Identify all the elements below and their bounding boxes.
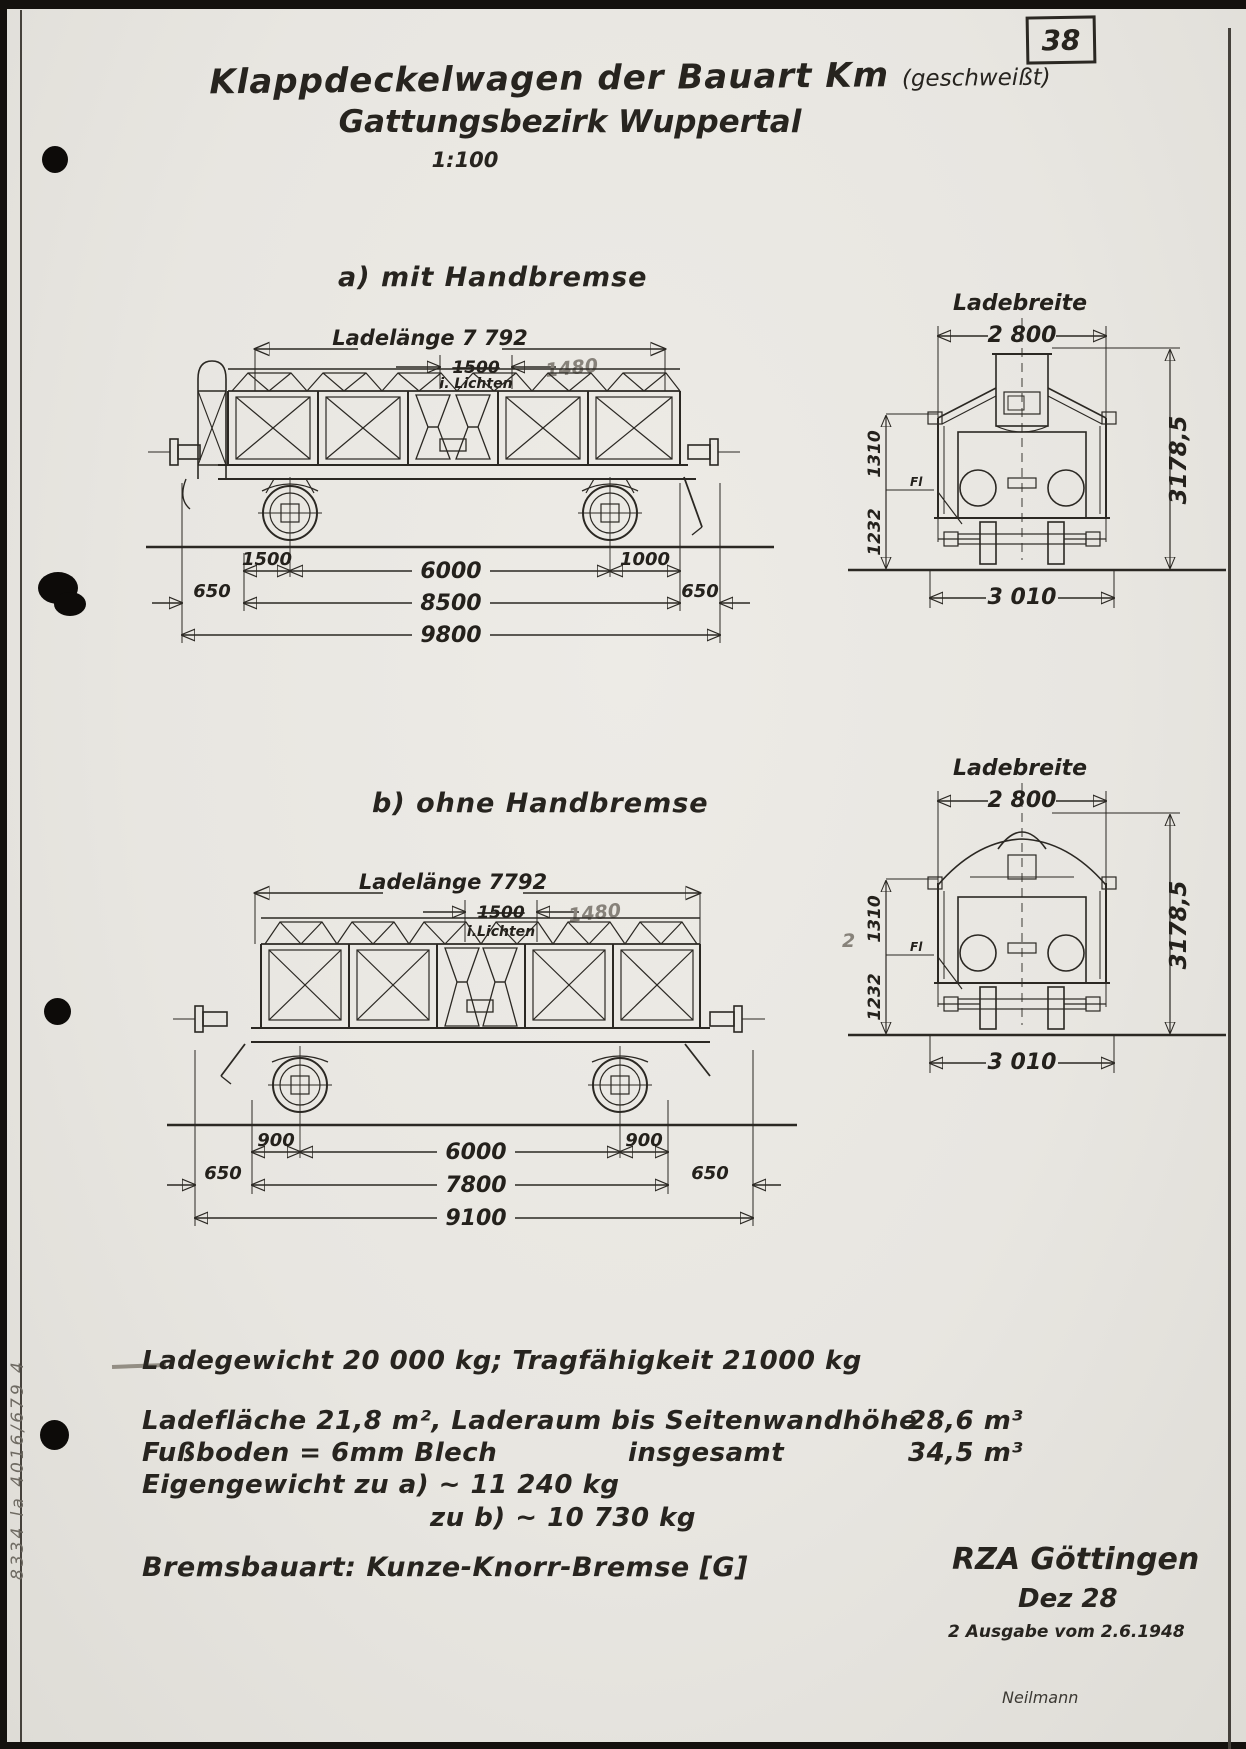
dim-lichten-a: i. Lichten bbox=[439, 376, 513, 392]
footer-date: Dez 28 bbox=[1018, 1584, 1118, 1614]
margin-registry-note: 8334 la 4016/679 4 bbox=[8, 1359, 28, 1580]
footer-office: RZA Göttingen bbox=[952, 1542, 1200, 1577]
svg-text:6000: 6000 bbox=[420, 559, 482, 584]
svg-text:7800: 7800 bbox=[445, 1173, 507, 1198]
right-dim-a bbox=[1052, 348, 1192, 568]
x-braces-a bbox=[236, 397, 672, 459]
svg-text:1500: 1500 bbox=[241, 549, 293, 570]
spec-brake: Bremsbauart: Kunze-Knorr-Bremse [G] bbox=[142, 1552, 748, 1583]
footer-edition: 2 Ausgabe vom 2.6.1948 bbox=[948, 1622, 1185, 1642]
spec-weight-b: zu b) ~ 10 730 kg bbox=[430, 1503, 697, 1533]
dim-row1-b bbox=[252, 1130, 668, 1165]
end-view-a-drawing bbox=[830, 292, 1230, 632]
svg-text:9800: 9800 bbox=[420, 623, 482, 648]
dim-width-b: 2 800 bbox=[987, 788, 1057, 813]
dim-old-width-b: 1500 bbox=[477, 903, 525, 923]
page-title: Klappdeckelwagen der Bauart Km (geschweißt) bbox=[209, 55, 1051, 103]
dim-row3-a bbox=[182, 623, 720, 648]
ladebreite-label-a: Ladebreite bbox=[952, 291, 1088, 316]
dim-row3-b bbox=[195, 1206, 753, 1231]
dim-ladelaenge-a: Ladelänge 7 792 bbox=[332, 326, 528, 350]
handbrake-tower-a bbox=[198, 361, 226, 479]
section-b-label: b) ohne Handbremse bbox=[372, 788, 709, 819]
end-body-b bbox=[934, 783, 1110, 1025]
end-body-a bbox=[934, 318, 1110, 560]
drawing-scale: 1:100 bbox=[431, 148, 499, 172]
end-view-b-drawing bbox=[830, 757, 1230, 1097]
svg-text:1000: 1000 bbox=[619, 549, 671, 570]
svg-text:Fl: Fl bbox=[910, 475, 923, 489]
svg-text:3178,5: 3178,5 bbox=[1166, 415, 1192, 505]
side-view-b-drawing bbox=[165, 860, 805, 1260]
svg-text:650: 650 bbox=[204, 1163, 242, 1184]
scan-edge-top bbox=[0, 0, 1246, 9]
dim-ladelaenge-b: Ladelänge 7792 bbox=[358, 870, 548, 894]
scan-edge-bottom bbox=[0, 1742, 1246, 1749]
punch-hole bbox=[54, 592, 86, 616]
page-subtitle: Gattungsbezirk Wuppertal bbox=[338, 104, 802, 140]
svg-text:9100: 9100 bbox=[445, 1206, 507, 1231]
track-dim-a bbox=[930, 570, 1114, 610]
svg-text:1310: 1310 bbox=[865, 430, 885, 478]
spec-total-value: 34,5 m³ bbox=[908, 1438, 1024, 1468]
punch-hole bbox=[40, 1420, 69, 1450]
spec-floor-area-value: 28,6 m³ bbox=[908, 1406, 1024, 1436]
dim-lichten-b: i.Lichten bbox=[466, 924, 536, 940]
dim-new-width-a: 1480 bbox=[544, 354, 600, 382]
left-dims-a bbox=[865, 414, 938, 568]
title-block bbox=[200, 55, 1060, 172]
svg-text:8500: 8500 bbox=[420, 591, 482, 616]
spec-weight-a: Eigengewicht zu a) ~ 11 240 kg bbox=[142, 1470, 620, 1500]
svg-text:Fl: Fl bbox=[910, 940, 923, 954]
svg-text:6000: 6000 bbox=[445, 1140, 507, 1165]
right-dim-b bbox=[1052, 813, 1192, 1033]
svg-text:3 010: 3 010 bbox=[987, 1050, 1057, 1075]
svg-text:650: 650 bbox=[193, 581, 231, 602]
spec-floor-area: Ladefläche 21,8 m², Laderaum bis Seitenwandhöhe bbox=[142, 1406, 918, 1436]
left-dims-b bbox=[842, 879, 938, 1033]
scan-edge-left bbox=[0, 0, 7, 1749]
svg-text:650: 650 bbox=[691, 1163, 729, 1184]
door-panel-b bbox=[445, 948, 517, 1026]
side-view-a-drawing bbox=[140, 325, 780, 675]
svg-text:3178,5: 3178,5 bbox=[1166, 880, 1192, 970]
body-posts-b bbox=[261, 944, 700, 1028]
ladebreite-label-b: Ladebreite bbox=[952, 756, 1088, 781]
svg-text:1232: 1232 bbox=[865, 973, 885, 1021]
dim-row2-b bbox=[167, 1163, 781, 1198]
body-posts-a bbox=[228, 391, 680, 465]
x-braces-b bbox=[269, 950, 693, 1020]
svg-text:1232: 1232 bbox=[865, 508, 885, 556]
dim-old-width-a: 1500 bbox=[452, 358, 500, 378]
door-panel-a bbox=[416, 395, 490, 459]
svg-text:3 010: 3 010 bbox=[987, 585, 1057, 610]
spec-total-label: insgesamt bbox=[628, 1438, 785, 1468]
punch-hole bbox=[44, 998, 71, 1025]
svg-text:650: 650 bbox=[681, 581, 719, 602]
section-a-label: a) mit Handbremse bbox=[338, 262, 648, 293]
signature: Neilmann bbox=[1002, 1688, 1079, 1707]
spec-floor: Fußboden = 6mm Blech bbox=[142, 1438, 498, 1468]
svg-text:1310: 1310 bbox=[865, 895, 885, 943]
dim-row2-a bbox=[152, 581, 750, 616]
pencil-mark-2: 2 bbox=[842, 930, 856, 952]
track-dim-b bbox=[930, 1035, 1114, 1075]
dim-row1-a bbox=[242, 549, 680, 584]
title-suffix: (geschweißt) bbox=[901, 64, 1051, 93]
buffers-a bbox=[148, 439, 740, 535]
svg-text:900: 900 bbox=[257, 1130, 295, 1151]
dim-new-width-b: 1480 bbox=[567, 899, 623, 927]
svg-text:900: 900 bbox=[625, 1130, 663, 1151]
spec-load-weight: Ladegewicht 20 000 kg; Tragfähigkeit 21000 kg bbox=[142, 1346, 862, 1376]
dim-width-a: 2 800 bbox=[987, 323, 1057, 348]
page-number: 38 bbox=[1041, 23, 1081, 57]
